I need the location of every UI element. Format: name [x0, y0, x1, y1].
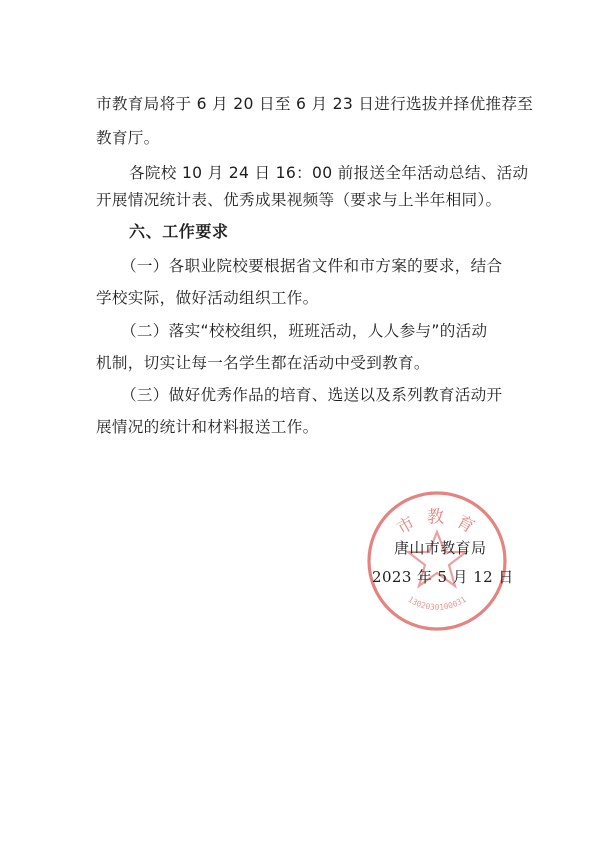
body-line-3: 各院校 10 月 24 日 16：00 前报送全年活动总结、活动: [129, 164, 529, 182]
body-line-2: 教育厅。: [96, 129, 160, 147]
issuing-organization: 唐山市教育局: [394, 539, 487, 557]
body-line-4: 开展情况统计表、优秀成果视频等（要求与上半年相同）。: [96, 191, 502, 209]
svg-text:市 教 育: [394, 507, 481, 539]
issue-date: 2023 年 5 月 12 日: [372, 568, 514, 586]
body-line-8: 机制，切实让每一名学生都在活动中受到教育。: [96, 354, 430, 372]
body-line-7: （二）落实“校校组织，班班活动，人人参与”的活动: [121, 322, 488, 340]
body-line-1: 市教育局将于 6 月 20 日至 6 月 23 日进行选拔并择优推荐至: [96, 95, 534, 113]
section-heading: 六、工作要求: [129, 222, 229, 241]
body-line-6: 学校实际，做好活动组织工作。: [96, 289, 319, 307]
official-seal-icon: [362, 486, 512, 636]
svg-text:1302030100031: [406, 595, 468, 612]
body-line-5: （一）各职业院校要根据省文件和市方案的要求，结合: [121, 257, 503, 275]
seal-text: 市 教 育: [393, 507, 481, 540]
seal-serial: 1302030100031: [406, 594, 468, 613]
body-line-10: 展情况的统计和材料报送工作。: [96, 418, 319, 436]
body-line-9: （三）做好优秀作品的培育、选送以及系列教育活动开: [121, 386, 503, 404]
